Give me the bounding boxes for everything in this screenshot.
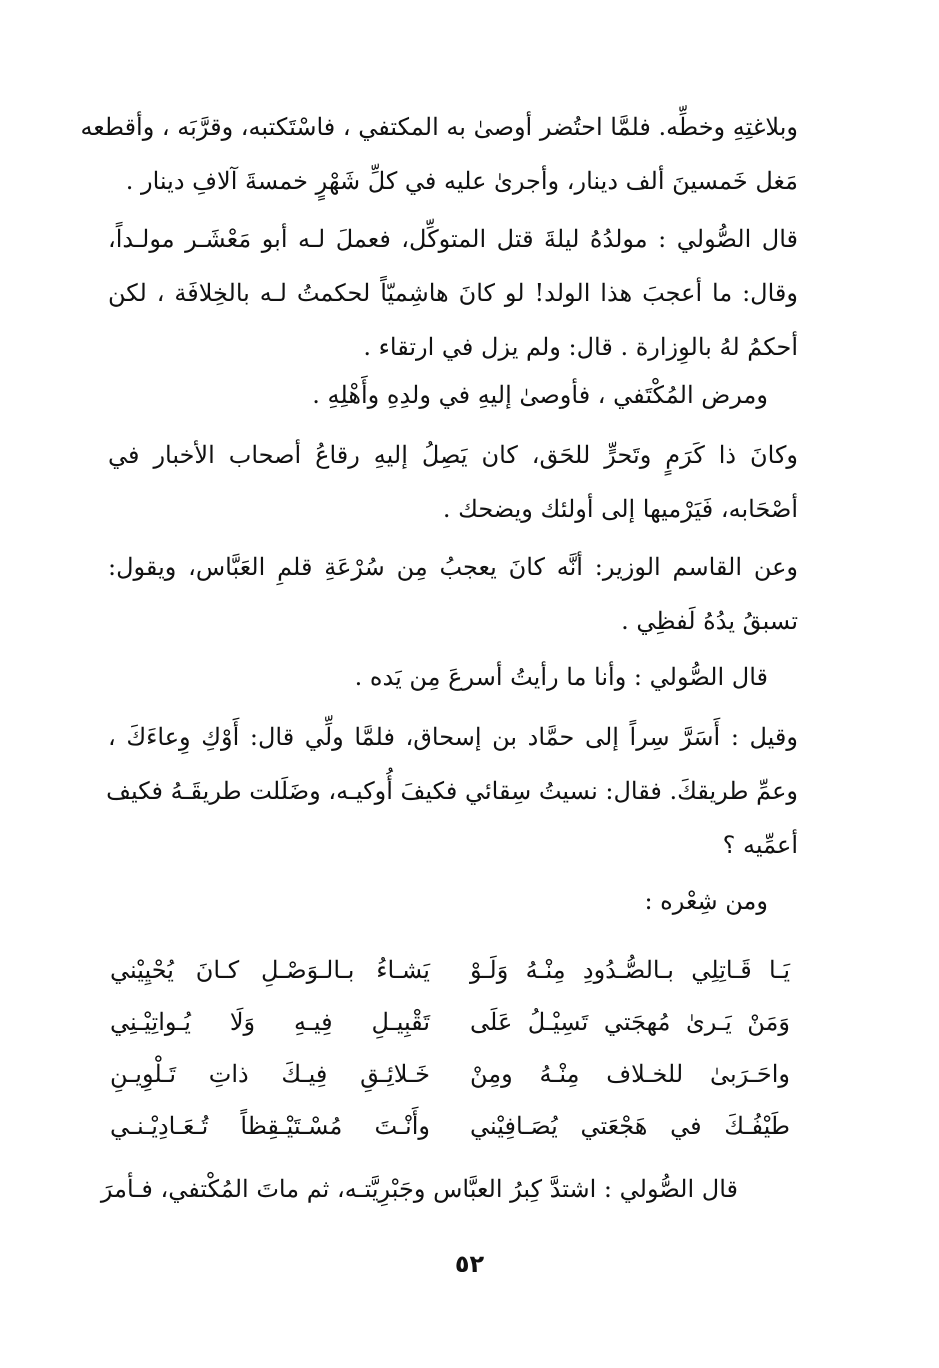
verse-second-hemistich: يَشـاءُ بـالـوَصْـلِ كـانَ يُحْيِيْني: [110, 956, 430, 984]
poem: [110, 944, 790, 1152]
poem-heading: [108, 874, 768, 928]
text-line: أحكمُ لهُ بالوِزارة . قال: ولم يزل في ارتقاء .: [363, 333, 798, 361]
text-line: ومرض المُكْتَفي ، فأوصىٰ إليهِ في ولدِهِ وأَهْلِهِ .: [312, 381, 768, 409]
page-number: ٥٢: [454, 1250, 485, 1278]
paragraph-1: [80, 100, 798, 208]
text-line: ومن شِعْره :: [644, 887, 768, 915]
paragraph-7: [108, 710, 798, 872]
verse-first-hemistich: واحَـرَبىٰ للخـلاف مِنْـهُ ومِنْ: [470, 1060, 790, 1088]
text-line: أصْحَابه، فَيَرْميها إلى أولئك ويضحك .: [442, 495, 798, 523]
verse-second-hemistich: خَـلائِـقِ فِيـكَ ذاتِ تَـلْوِيـنِ: [110, 1060, 430, 1088]
paragraph-6: [108, 650, 768, 704]
text-line: وعمِّ طريقكَ. فقال: نسيتُ سِقائي فكيفَ أُوكيـه، وضَلَلت طريقَـهُ فكيف: [106, 777, 798, 805]
text-line: تسبقُ يدُهُ لَفظِي .: [621, 607, 798, 635]
text-line: قال الصُّولي : مولدُهُ ليلةَ قتل المتوكِّل، فعملَ لـه أبو مَعْشَـر مولـداً،: [108, 225, 798, 253]
paragraph-5: [108, 540, 798, 648]
verse-second-hemistich: تَقْبِيـلِ فِيـهِ وَلَا يُـواتِيْـنِي: [110, 1008, 430, 1036]
paragraph-3: [108, 368, 768, 422]
verse-first-hemistich: طَيْفُـكَ في هَجْعَتي يُصَـافِيْني: [470, 1112, 790, 1140]
text-line: وقيل : أَسَرَّ سِراً إلى حمَّاد بن إسحاق، فلمَّا ولِّي قال: أَوْكِ وِعاءَكَ ،: [108, 723, 798, 751]
text-line: وكانَ ذا كَرَمٍ وتَحرٍّ للحَق، كان يَصِلُ إليهِ رقاعُ أصحاب الأخبار في: [108, 441, 799, 469]
poem-verse: [110, 944, 790, 996]
text-line: وعن القاسم الوزير: أنَّه كانَ يعجبُ مِن سُرْعَةِ قلمِ العَبَّاس، ويقول:: [108, 553, 798, 581]
text-line: وبلاغتِهِ وخطِّه. فلمَّا احتُضر أوصىٰ به المكتفي ، فاسْتَكتبه، وقرَّبَه ، وأقطعه: [80, 113, 798, 141]
poem-verse: [110, 996, 790, 1048]
text-line: وقال: ما أعجبَ هذا الولد! لو كانَ هاشِميّاً لحكمتُ لـه بالخِلافَة ، لكن: [108, 279, 798, 307]
paragraph-4: [108, 428, 798, 536]
verse-second-hemistich: وأَنْـتَ مُسْـتَيْـقِظاً تُـعَـادِيْـنـي: [110, 1112, 430, 1140]
text-line: قال الصُّولي : اشتدَّ كِبرُ العبَّاس وجَبْرِيَّتـه، ثم ماتَ المُكْتفي، فـأمرَ: [100, 1175, 738, 1203]
closing-paragraph: [100, 1162, 738, 1216]
text-line: قال الصُّولي : وأنا ما رأيتُ أسرعَ مِن يَده .: [354, 663, 768, 691]
poem-verse: [110, 1100, 790, 1152]
text-line: أعمِّيه ؟: [722, 831, 798, 859]
paragraph-2: [108, 212, 798, 374]
poem-verse: [110, 1048, 790, 1100]
text-line: مَغل خَمسينَ ألف دينار، وأجرىٰ عليه في كلِّ شَهْرٍ خمسةَ آلافِ دينار .: [125, 167, 798, 195]
verse-first-hemistich: وَمَنْ يَـرىٰ مُهجَتي تَسِيْـلُ عَلَى: [470, 1008, 790, 1036]
verse-first-hemistich: يَـا قَـاتِلِي بـالصُّـدُودِ مِنْـهُ وَلَـوْ: [470, 956, 790, 984]
